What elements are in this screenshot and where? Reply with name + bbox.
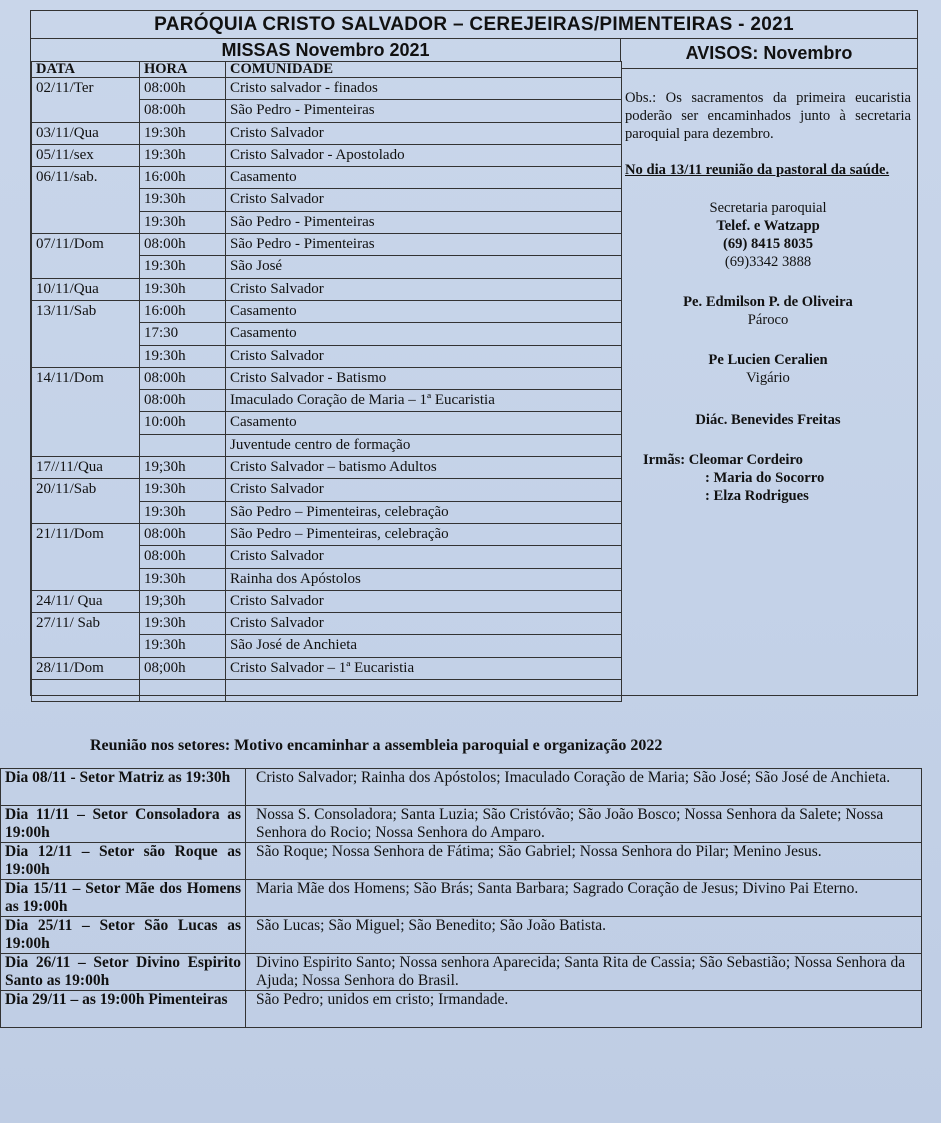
missa-time: 19:30h <box>140 211 226 233</box>
irmas-list <box>625 451 911 505</box>
missa-row <box>32 657 622 679</box>
missa-time: 19:30h <box>140 568 226 590</box>
setor-comunidades: Nossa S. Consoladora; Santa Luzia; São Cristóvão; São João Bosco; Nossa Senhora da Salete; Nossa Senhora do Rocio; Nossa Senhora do Amparo. <box>246 806 922 843</box>
missa-community: Imaculado Coração de Maria – 1ª Eucaristia <box>226 390 622 412</box>
missa-row <box>32 300 622 322</box>
vigario-name: Pe Lucien Ceralien <box>708 352 828 368</box>
missa-time: 19:30h <box>140 122 226 144</box>
missa-date: 02/11/Ter <box>32 78 140 100</box>
missa-row <box>32 211 622 233</box>
missa-row <box>32 278 622 300</box>
missa-community: Cristo Salvador <box>226 479 622 501</box>
missa-date <box>32 211 140 233</box>
missa-time: 19:30h <box>140 278 226 300</box>
missa-community: Casamento <box>226 323 622 345</box>
missa-time: 19;30h <box>140 590 226 612</box>
missa-time: 10:00h <box>140 412 226 434</box>
missa-time: 19:30h <box>140 613 226 635</box>
avisos-obs: Obs.: Os sacramentos da primeira eucaristia poderão ser encaminhados junto à secretaria paroquial para dezembro. <box>625 90 911 142</box>
setor-name: Dia 15/11 – Setor Mãe dos Homens as 19:00h <box>1 880 246 917</box>
column-header-comunidade: COMUNIDADE <box>226 62 622 78</box>
telefone-label: Telef. e Watzapp <box>716 218 820 234</box>
missa-community: São Pedro - Pimenteiras <box>226 100 622 122</box>
missa-date <box>32 412 140 434</box>
missa-row <box>32 167 622 189</box>
setor-row <box>1 880 922 917</box>
missa-time: 19:30h <box>140 189 226 211</box>
missa-date: 21/11/Dom <box>32 523 140 545</box>
vigario-role: Vigário <box>746 370 790 386</box>
missa-community: São Pedro – Pimenteiras, celebração <box>226 501 622 523</box>
missa-community: Cristo Salvador <box>226 122 622 144</box>
missa-community: Rainha dos Apóstolos <box>226 568 622 590</box>
missa-date: 07/11/Dom <box>32 234 140 256</box>
setor-row <box>1 954 922 991</box>
missa-community: Cristo Salvador <box>226 189 622 211</box>
setor-row <box>1 769 922 806</box>
missa-row <box>32 144 622 166</box>
missa-row <box>32 590 622 612</box>
missa-community: Cristo Salvador <box>226 546 622 568</box>
missa-time: 08:00h <box>140 546 226 568</box>
missa-date <box>32 256 140 278</box>
avisos-title: AVISOS: Novembro <box>621 39 917 69</box>
missa-date: 06/11/sab. <box>32 167 140 189</box>
setor-name: Dia 29/11 – as 19:00h Pimenteiras <box>1 991 246 1028</box>
missa-row <box>32 635 622 657</box>
missa-row <box>32 479 622 501</box>
missa-time: 19:30h <box>140 635 226 657</box>
missa-community: Casamento <box>226 167 622 189</box>
avisos-panel <box>625 77 911 505</box>
missa-date: 24/11/ Qua <box>32 590 140 612</box>
missa-row <box>32 546 622 568</box>
missa-date <box>32 546 140 568</box>
missa-date: 28/11/Dom <box>32 657 140 679</box>
missa-community: São Pedro - Pimenteiras <box>226 211 622 233</box>
phone-number-2: (69)3342 3888 <box>724 254 812 270</box>
setor-row <box>1 991 922 1028</box>
missa-date: 10/11/Qua <box>32 278 140 300</box>
setor-name: Dia 08/11 - Setor Matriz as 19:30h <box>1 769 246 806</box>
missa-row <box>32 323 622 345</box>
missa-community: Juventude centro de formação <box>226 434 622 456</box>
missa-date <box>32 100 140 122</box>
missa-time: 08:00h <box>140 367 226 389</box>
column-header-hora: HORA <box>140 62 226 78</box>
missa-date: 13/11/Sab <box>32 300 140 322</box>
avisos-reuniao: No dia 13/11 reunião da pastoral da saúde. <box>625 162 890 178</box>
missa-date <box>32 323 140 345</box>
missa-time: 19:30h <box>140 479 226 501</box>
irma-item: : Maria do Socorro <box>705 470 825 486</box>
setor-row <box>1 806 922 843</box>
missa-row <box>32 367 622 389</box>
missa-date <box>32 568 140 590</box>
missa-row <box>32 613 622 635</box>
missa-row <box>32 189 622 211</box>
missa-date <box>32 434 140 456</box>
missa-date <box>32 390 140 412</box>
missa-row <box>32 501 622 523</box>
setor-name: Dia 26/11 – Setor Divino Espirito Santo as 19:00h <box>1 954 246 991</box>
missa-time: 19:30h <box>140 501 226 523</box>
missa-time: 16:00h <box>140 167 226 189</box>
missas-body <box>32 78 622 702</box>
missas-table <box>31 61 622 702</box>
missa-time: 08:00h <box>140 78 226 100</box>
missa-time: 08;00h <box>140 657 226 679</box>
phone-number-1: (69) 8415 8035 <box>723 236 813 252</box>
missa-row <box>32 523 622 545</box>
secretaria-label: Secretaria paroquial <box>709 200 827 216</box>
missa-time: 19:30h <box>140 144 226 166</box>
missa-community: Cristo Salvador - Apostolado <box>226 144 622 166</box>
missa-row <box>32 234 622 256</box>
missa-time: 19:30h <box>140 345 226 367</box>
missa-date: 17//11/Qua <box>32 457 140 479</box>
missa-time: 08:00h <box>140 234 226 256</box>
missa-community: São José <box>226 256 622 278</box>
missa-community: São Pedro - Pimenteiras <box>226 234 622 256</box>
missa-time: 19:30h <box>140 256 226 278</box>
missa-time <box>140 680 226 702</box>
missa-date <box>32 635 140 657</box>
missa-time: 17:30 <box>140 323 226 345</box>
irma-item: : Elza Rodrigues <box>705 488 809 504</box>
paroco-name: Pe. Edmilson P. de Oliveira <box>683 294 853 310</box>
setor-comunidades: São Roque; Nossa Senhora de Fátima; São Gabriel; Nossa Senhora do Pilar; Menino Jesus. <box>246 843 922 880</box>
setor-name: Dia 11/11 – Setor Consoladora as 19:00h <box>1 806 246 843</box>
schedule-box <box>30 10 918 696</box>
setor-comunidades: Cristo Salvador; Rainha dos Apóstolos; Imaculado Coração de Maria; São José; São José de Anchieta. <box>246 769 922 806</box>
missa-date: 27/11/ Sab <box>32 613 140 635</box>
missa-community: Cristo Salvador <box>226 590 622 612</box>
missa-date <box>32 501 140 523</box>
missa-community: São José de Anchieta <box>226 635 622 657</box>
missa-community: São Pedro – Pimenteiras, celebração <box>226 523 622 545</box>
missa-community <box>226 680 622 702</box>
setor-name: Dia 25/11 – Setor São Lucas as 19:00h <box>1 917 246 954</box>
missa-date: 20/11/Sab <box>32 479 140 501</box>
missa-community: Cristo Salvador <box>226 613 622 635</box>
missa-row <box>32 122 622 144</box>
missa-community: Cristo salvador - finados <box>226 78 622 100</box>
setor-row <box>1 843 922 880</box>
missa-row <box>32 568 622 590</box>
missa-community: Cristo Salvador – batismo Adultos <box>226 457 622 479</box>
setor-comunidades: Divino Espirito Santo; Nossa senhora Aparecida; Santa Rita de Cassia; São Sebastião; Nossa Senhora da Ajuda; Nossa Senhora do Brasil. <box>246 954 922 991</box>
diacono-name: Diác. Benevides Freitas <box>695 412 841 428</box>
paroco-role: Pároco <box>747 312 789 328</box>
missa-community: Cristo Salvador – 1ª Eucaristia <box>226 657 622 679</box>
missa-row <box>32 256 622 278</box>
missa-row <box>32 434 622 456</box>
missa-time: 08:00h <box>140 100 226 122</box>
vigario-block <box>625 351 911 387</box>
setor-name: Dia 12/11 – Setor são Roque as 19:00h <box>1 843 246 880</box>
setor-comunidades: São Pedro; unidos em cristo; Irmandade. <box>246 991 922 1028</box>
missa-row <box>32 680 622 702</box>
paroco-block <box>625 293 911 329</box>
missa-date <box>32 345 140 367</box>
missa-row <box>32 390 622 412</box>
missa-row <box>32 457 622 479</box>
setores-body <box>1 769 922 1028</box>
reuniao-title: Reunião nos setores: Motivo encaminhar a assembleia paroquial e organização 2022 <box>90 737 663 754</box>
setores-table <box>0 768 922 1028</box>
setor-comunidades: Maria Mãe dos Homens; São Brás; Santa Barbara; Sagrado Coração de Jesus; Divino Pai Eterno. <box>246 880 922 917</box>
irma-item: Irmãs: Cleomar Cordeiro <box>643 452 803 468</box>
setor-comunidades: São Lucas; São Miguel; São Benedito; São João Batista. <box>246 917 922 954</box>
missas-title: MISSAS Novembro 2021 <box>31 39 621 61</box>
missa-community: Cristo Salvador <box>226 345 622 367</box>
missa-date: 05/11/sex <box>32 144 140 166</box>
missa-date: 03/11/Qua <box>32 122 140 144</box>
missa-row <box>32 345 622 367</box>
missa-community: Casamento <box>226 300 622 322</box>
missa-row <box>32 78 622 100</box>
missa-community: Cristo Salvador - Batismo <box>226 367 622 389</box>
page-title: PARÓQUIA CRISTO SALVADOR – CEREJEIRAS/PIMENTEIRAS - 2021 <box>31 11 917 39</box>
missa-row <box>32 100 622 122</box>
column-header-data: DATA <box>32 62 140 78</box>
table-header-row <box>32 62 622 78</box>
missa-time: 19;30h <box>140 457 226 479</box>
missa-time <box>140 434 226 456</box>
missa-community: Casamento <box>226 412 622 434</box>
missa-date: 14/11/Dom <box>32 367 140 389</box>
missa-time: 08:00h <box>140 523 226 545</box>
missa-community: Cristo Salvador <box>226 278 622 300</box>
missa-date <box>32 680 140 702</box>
missa-time: 08:00h <box>140 390 226 412</box>
setor-row <box>1 917 922 954</box>
missa-date <box>32 189 140 211</box>
missa-time: 16:00h <box>140 300 226 322</box>
secretaria-contact <box>625 199 911 271</box>
missa-row <box>32 412 622 434</box>
